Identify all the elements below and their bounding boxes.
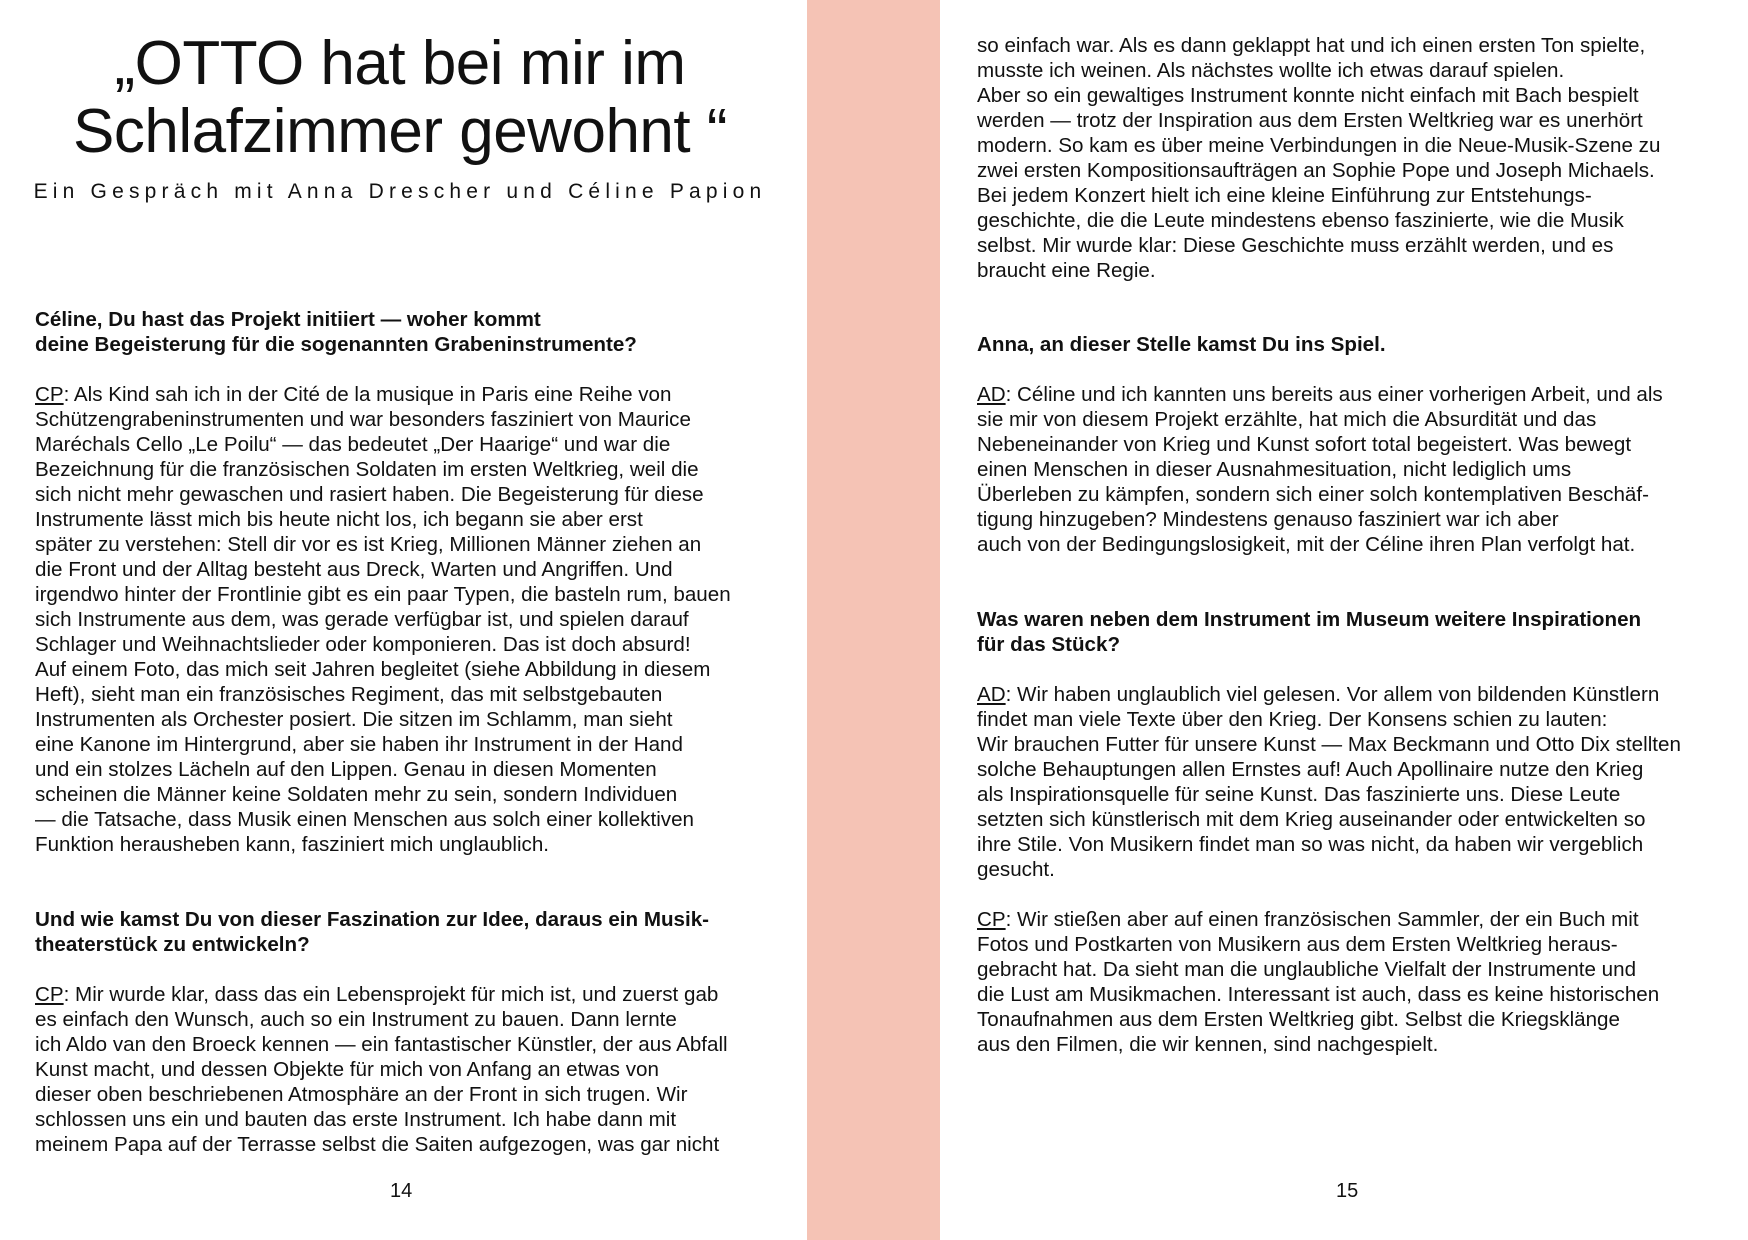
page-number: 14: [390, 1180, 413, 1202]
right-page: [940, 0, 1748, 1240]
speaker-initials: AD: [977, 383, 1006, 406]
answer-4: [977, 682, 1737, 882]
answer-text: : Wir haben unglaublich viel gelesen. Vor allem von bildenden Künstlern findet man viele Texte über den Krieg. Der Konsens schien zu lauten: Wir brauchen Futter für unsere Kunst — Max Beckmann und Otto Dix stellten solche Behauptungen allen Ernstes auf! Auch Apollinaire nutze den Krieg als Inspirationsquelle für seine Kunst. Das faszinierte uns. Diese Leute setzten sich künstlerisch mit dem Krieg auseinander oder entwickelten so ihre Stile. Von Musikern findet man so was nicht, da haben wir vergeblich gesucht.: [977, 683, 1681, 881]
answer-text: : Wir stießen aber auf einen französischen Sammler, der ein Buch mit Fotos und Postkarten von Musikern aus dem Ersten Weltkrieg heraus- gebracht hat. Da sieht man die unglaubliche Vielfalt der Instrumente und die Lust am Musikmachen. Interessant ist auch, dass es keine historischen Tonaufnahmen aus dem Ersten Weltkrieg gibt. Selbst die Kriegsklänge aus den Filmen, die wir kennen, sind nachgespielt.: [977, 908, 1660, 1056]
article-subtitle: Ein Gespräch mit Anna Drescher und Céline Papion: [33, 180, 767, 203]
article-title: „OTTO hat bei mir im Schlafzimmer gewohnt “: [72, 29, 728, 166]
answer-5: [977, 907, 1737, 1057]
speaker-initials: CP: [35, 383, 64, 406]
speaker-initials: CP: [977, 908, 1006, 931]
speaker-initials: CP: [35, 983, 64, 1006]
answer-text: : Céline und ich kannten uns bereits aus einer vorherigen Arbeit, und als sie mir von diesem Projekt erzählte, hat mich die Absurdität und das Nebeneinander von Krieg und Kunst sofort total begeistert. Was bewegt einen Menschen in dieser Ausnahmesituation, nicht lediglich ums Überleben zu kämpfen, sondern sich einer solch kontemplativen Beschäf- tigung hinzugeben? Mindestens genauso fasziniert war ich aber auch von der Bedingungslosigkeit, mit der Céline ihren Plan verfolgt hat.: [977, 383, 1663, 556]
answer-1: [35, 382, 780, 857]
question-2: Und wie kamst Du von dieser Faszination zur Idee, daraus ein Musik- theaterstück zu entwickeln?: [35, 908, 710, 956]
answer-3: [977, 382, 1737, 557]
answer-2-continued: so einfach war. Als es dann geklappt hat und ich einen ersten Ton spielte, musste ich weinen. Als nächstes wollte ich etwas darauf spielen. Aber so ein gewaltiges Instrument konnte nicht einfach mit Bach bespielt werden — trotz der Inspiration aus dem Ersten Weltkrieg war es unerhört modern. So kam es über meine Verbindungen in die Neue-Musik-Szene zu zwei ersten Kompositionsaufträgen an Sophie Pope und Joseph Michaels. Bei jedem Konzert hielt ich eine kleine Einführung zur Entstehungs- geschichte, die die Leute mindestens ebenso faszinierte, wie die Musik selbst. Mir wurde klar: Diese Geschichte muss erzählt werden, und es braucht eine Regie.: [977, 34, 1661, 282]
center-gutter-band: [807, 0, 940, 1240]
answer-2: [35, 982, 780, 1157]
page-number: 15: [1336, 1180, 1359, 1202]
answer-text: : Mir wurde klar, dass das ein Lebensprojekt für mich ist, und zuerst gab es einfach den Wunsch, auch so ein Instrument zu bauen. Dann lernte ich Aldo van den Broeck kennen — ein fantastischer Künstler, der aus Abfall Kunst macht, und dessen Objekte für mich von Anfang an etwas von dieser oben beschriebenen Atmosphäre an der Front in sich trugen. Wir schlossen uns ein und bauten das erste Instrument. Ich habe dann mit meinem Papa auf der Terrasse selbst die Saiten aufgezogen, was gar nicht: [35, 983, 728, 1156]
left-page: [0, 0, 807, 1240]
question-3: Anna, an dieser Stelle kamst Du ins Spiel.: [977, 333, 1386, 356]
question-4: Was waren neben dem Instrument im Museum weitere Inspirationen für das Stück?: [977, 608, 1642, 656]
answer-text: : Als Kind sah ich in der Cité de la musique in Paris eine Reihe von Schützengrabeninstrumenten und war besonders fasziniert von Maurice Maréchals Cello „Le Poilu“ — das bedeutet „Der Haarige“ und war die Bezeichnung für die französischen Soldaten im ersten Weltkrieg, weil die sich nicht mehr gewaschen und rasiert haben. Die Begeisterung für diese Instrumente lässt mich bis heute nicht los, ich begann sie aber erst später zu verstehen: Stell dir vor es ist Krieg, Millionen Männer ziehen an die Front und der Alltag besteht aus Dreck, Warten und Angriffen. Und irgendwo hinter der Frontlinie gibt es ein paar Typen, die basteln rum, bauen sich Instrumente aus dem, was gerade verfügbar ist, und spielen darauf Schlager und Weihnachtslieder oder komponieren. Das ist doch absurd! Auf einem Foto, das mich seit Jahren begleitet (siehe Abbildung in diesem Heft), sieht man ein französisches Regiment, das mit selbstgebauten Instrumenten als Orchester posiert. Die sitzen im Schlamm, man sieht eine Kanone im Hintergrund, aber sie haben ihr Instrument in der Hand und ein stolzes Lächeln auf den Lippen. Genau in diesen Momenten scheinen die Männer keine Soldaten mehr zu sein, sondern Individuen — die Tatsache, dass Musik einen Menschen aus solch einer kollektiven Funktion herausheben kann, fasziniert mich unglaublich.: [35, 383, 731, 856]
question-1: Céline, Du hast das Projekt initiiert — woher kommt deine Begeisterung für die sogenannten Grabeninstrumente?: [35, 308, 637, 356]
speaker-initials: AD: [977, 683, 1006, 706]
